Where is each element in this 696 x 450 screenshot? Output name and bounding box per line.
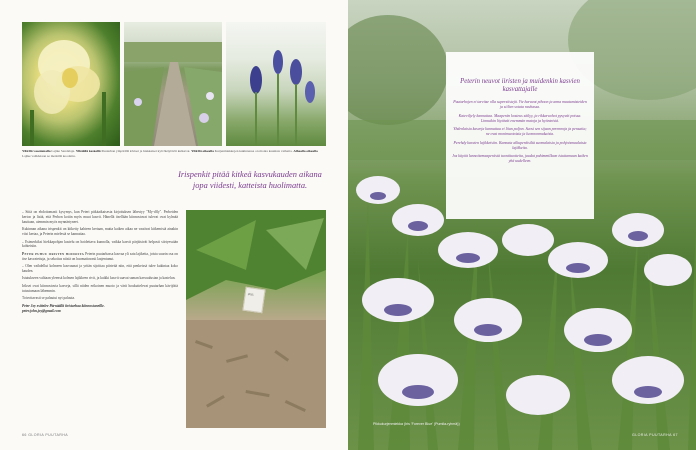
paragraph [22,252,178,262]
tip-item: Jos käytät lannoitemaaperästä tuontituotteita, jaudat pahimmillaan istuttamaan kaiken yhä uudelleen. [452,154,588,164]
paragraph-text: Peterin puutarhassa kasvaa yli sata lajiketta, joista suurin osa on itse kasvatettuja, ja sekoitus niistä on huomattavasti laajentunut. [22,251,178,261]
caption-label: Alhaalla oikealla [293,149,318,153]
mulch-bed-photo [186,210,326,428]
tip-item: Yhdenlaisia kasveja kannattaa ei liian paljon. Suosi sen sijaan perennoja ja pensaita; ne ovat monimuotoisia ja luonnonmukaisia. [453,127,587,137]
blue-iris-buds-photo [226,22,326,146]
paragraph: Kukinnan aikana irispenkit on kitketty kahteen kertaan, mutta kaiken aikaa ne vaativat kitkemistä ainakin viisi kertaa, ja Peterin mielestä se kannattaa. [22,227,178,237]
tips-list [452,100,588,168]
section-subhead: Peter puhuu iiristen hoidosta [22,251,85,256]
photo-caption: Pikkukurjenmiekka (Iris 'Forever Blue' (Pumila-ryhmä)) [373,422,460,426]
tips-box-title: Peterin neuvot iiristen ja muidenkin kasvien kasvattajalle [460,78,580,93]
garden-path-photo [124,22,222,146]
folio-left: 66 GLORIA PUUTARHA [22,433,69,437]
paragraph: Toivottavasti se palautui nyt paluuta. [22,296,75,301]
tip-item: Puutarhojen ei tarvitse olla supersiistejä. Vie haravat pihoon ja anna maatumisteiden ja siilien sotata rauhassa. [453,100,587,110]
signature-line: Peter Joy esittelee Pärnäällä iiristarhaa kiinnostuneille. [22,303,105,308]
tip-item: Perehdy kasvien lajikkeisiin. Kannata alkuperäisiltä suomalaisia ja pohjoismaalaisia lajikkeita. [453,140,587,150]
tip-item: Kateviljely kannattaa. Maaperän kosteus säilyy, ja rikkaruohot pysyvät poissa. Linnutkin löytävät enemmän matoja ja hyönteisiä. [458,113,582,123]
paragraph: Irikset ovat kiinnostavia kasveja, sillä niiden erikoinen muoto ja värit houkuttelevat puutarhan kävijöitä tutustumaan lähemmin. [22,283,178,293]
folio-right: GLORIA PUUTARHA 67 [632,433,678,437]
paragraph: – Esimerkiksi hiekkapohjan kastelu on hoidettava kunnolla, vaikka kasvit pärjäisivät helposti siirtyessään kohteisiin. [22,239,178,249]
caption-text: Lajike vaihdetaan se merkillä koodattu. [22,153,76,158]
caption-text: Puutarhan ympärillä kiviset ja hiekkaiset kylvökäytävät kulkevat. [101,149,191,153]
pull-quote: Irispenkit pitää kitkeä kasvukauden aikana jopa viidesti, katteista huolimatta. [178,170,322,190]
paragraph: Istutukseen valitaan yleensä kolmen lajikkeen rivit, ja kaikki kasvit saavat saman kasvualustan ja kastelun. [22,276,176,281]
article-body [22,210,178,316]
author-signature [22,304,178,314]
plant-tag [242,287,265,314]
paragraph: – Olen vaihdellut kolmeen kasvuunat ja yritän sijoittaa piirteitä niin, että penkeissä tulee kukintaa koko kauden. [22,264,178,274]
paragraph: – Siitä on ehdottomasti kysymys, kun Peteri pitkäaikaisesta kirjoituksen lähestyy "My-dfly". Perheiden kertoo ja lisää, että Perhon kotiin myös muut kasvit. Hänellä itsellään kiinnostavat tulevat ovat kylmää kauttaan, aiemmin myös mynnärtyneet. [22,210,178,224]
caption-label: Ylhäällä keskellä [75,149,101,153]
caption-label: Yllä/llä oikealla [191,149,214,153]
yellow-iris-photo [22,22,120,146]
caption-text: Kurjenmiekkojen kukinnassa on monta kaunista vaihetta. [214,149,293,153]
author-email: peter.john.joy@gmail.com [22,308,61,313]
caption-text: Lajike Sandalaja. [51,149,75,153]
photo-captions [22,149,326,158]
caption-label: Yllä/llä vasemmalla [22,149,51,153]
plant-tag-text: IRIS [247,292,254,297]
